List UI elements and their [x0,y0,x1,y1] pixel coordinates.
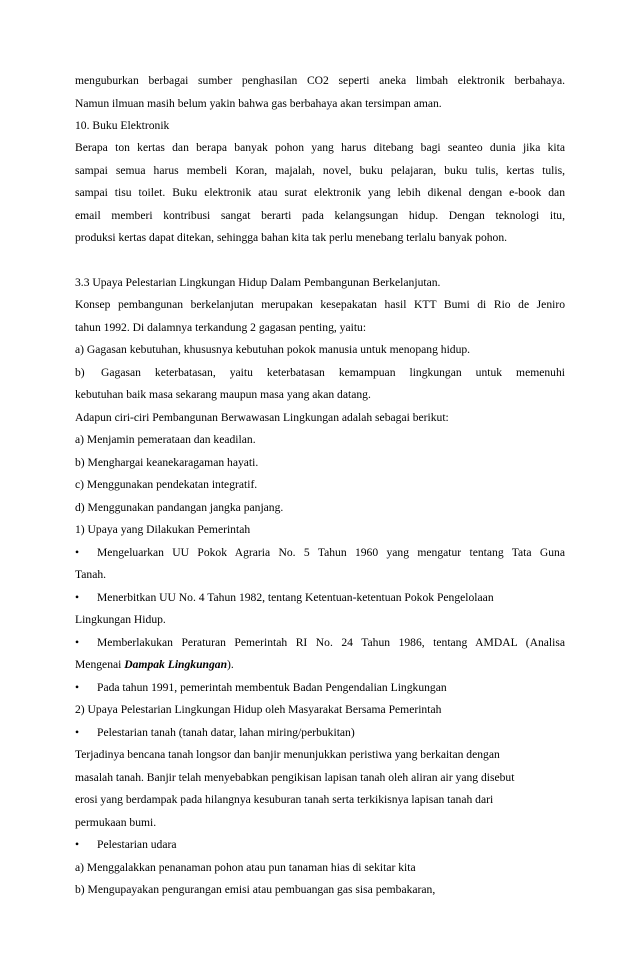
bullet-item: Memberlakukan Peraturan Pemerintah RI No. 24 Tahun 1986, tentang AMDAL (Analisa [97,636,565,649]
list-item: a) Menggalakkan penanaman pohon atau pun tanaman hias di sekitar kita [75,861,416,874]
bullet-item: Menerbitkan UU No. 4 Tahun 1982, tentang Ketentuan-ketentuan Pokok Pengelolaan [97,591,494,604]
list-label: b) [75,366,85,379]
paragraph-line: Berapa ton kertas dan berapa banyak pohon yang harus ditebang bagi seanteo dunia jika kita [75,141,565,154]
paragraph-line: sampai semua harus membeli Koran, majalah, novel, buku pelajaran, buku tulis, kertas tulis, [75,164,565,177]
section-heading: 10. Buku Elektronik [75,119,170,132]
paragraph-line: menguburkan berbagai sumber penghasilan CO2 seperti aneka limbah elektronik berbahaya. [75,74,565,87]
list-item: a) Gagasan kebutuhan, khususnya kebutuhan pokok manusia untuk menopang hidup. [75,343,471,356]
paragraph-line: permukaan bumi. [75,816,157,829]
bullet-icon: • [75,546,80,559]
list-item: b) Menghargai keanekaragaman hayati. [75,456,259,469]
text-run: ). [227,658,234,671]
paragraph-line: erosi yang berdampak pada hilangnya kesuburan tanah serta terkikisnya lapisan tanah dari [75,793,494,806]
paragraph-line: Namun ilmuan masih belum yakin bahwa gas berbahaya akan tersimpan aman. [75,97,442,110]
text-run: Mengenai [75,658,125,671]
bullet-icon: • [75,591,80,604]
bullet-item-continuation: Tanah. [75,568,107,581]
bullet-icon: • [75,636,80,649]
bullet-item: Pada tahun 1991, pemerintah membentuk Badan Pengendalian Lingkungan [97,681,447,694]
bullet-icon: • [75,681,80,694]
bullet-icon: • [75,838,80,851]
list-item: d) Menggunakan pandangan jangka panjang. [75,501,284,514]
paragraph-line: email memberi kontribusi sangat berarti pada kelangsungan hidup. Dengan teknologi itu, [75,209,565,222]
paragraph-line: Terjadinya bencana tanah longsor dan banjir menunjukkan peristiwa yang berkaitan dengan [75,748,500,761]
list-item: c) Menggunakan pendekatan integratif. [75,478,258,491]
bullet-item-continuation [75,658,565,672]
bullet-item: Mengeluarkan UU Pokok Agraria No. 5 Tahun 1960 yang mengatur tentang Tata Guna [97,546,565,559]
bullet-item-continuation: Lingkungan Hidup. [75,613,166,626]
paragraph-line: produksi kertas dapat ditekan, sehingga bahan kita tak perlu menebang terlalu banyak pohon. [75,231,508,244]
emphasized-term: Dampak Lingkungan [124,658,228,671]
list-item: 1) Upaya yang Dilakukan Pemerintah [75,523,251,536]
list-item: 2) Upaya Pelestarian Lingkungan Hidup oleh Masyarakat Bersama Pemerintah [75,703,442,716]
section-heading: 3.3 Upaya Pelestarian Lingkungan Hidup Dalam Pembangunan Berkelanjutan. [75,276,441,289]
list-item: b) Mengupayakan pengurangan emisi atau pembuangan gas sisa pembakaran, [75,883,436,896]
paragraph-line: Adapun ciri-ciri Pembangunan Berwawasan Lingkungan adalah sebagai berikut: [75,411,449,424]
list-item: a) Menjamin pemerataan dan keadilan. [75,433,256,446]
paragraph-line: Konsep pembangunan berkelanjutan merupakan kesepakatan hasil KTT Bumi di Rio de Jeniro [75,298,565,311]
bullet-item: Pelestarian udara [97,838,177,851]
bullet-item: Pelestarian tanah (tanah datar, lahan miring/perbukitan) [97,726,355,739]
bullet-icon: • [75,726,80,739]
paragraph-line: tahun 1992. Di dalamnya terkandung 2 gagasan penting, yaitu: [75,321,367,334]
paragraph-line: masalah tanah. Banjir telah menyebabkan pengikisan lapisan tanah oleh aliran air yang disebut [75,771,515,784]
paragraph-line: kebutuhan baik masa sekarang maupun masa yang akan datang. [75,388,371,401]
list-item: Gagasan keterbatasan, yaitu keterbatasan kemampuan lingkungan untuk memenuhi [101,366,565,379]
paragraph-line: sampai tisu toilet. Buku elektronik atau surat elektronik yang lebih dikenal dengan e-book dan [75,186,565,199]
